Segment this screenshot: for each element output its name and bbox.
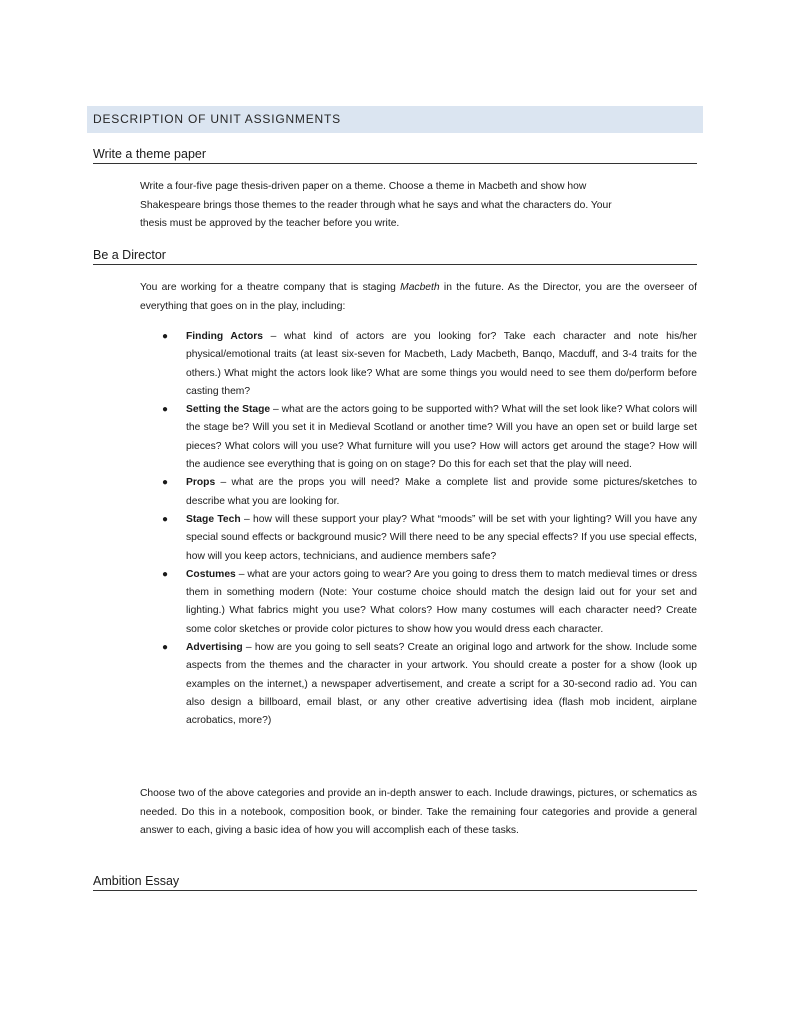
- heading-ambition-essay: Ambition Essay: [93, 874, 697, 891]
- director-closing-paragraph: Choose two of the above categories and provide an in-depth answer to each. Include drawings, pictures, or schematics as needed. Do this in a notebook, composition book, or binder. Take the remaining four categories and provide a general answer to each, giving a basic idea of how you will accomplish each of these tasks.: [140, 788, 697, 836]
- heading-be-a-director: Be a Director: [93, 248, 697, 265]
- intro-text-before: You are working for a theatre company that is staging: [140, 282, 401, 293]
- paragraph-line: thesis must be approved by the teacher before you write.: [140, 218, 400, 229]
- heading-theme-paper: Write a theme paper: [93, 147, 697, 164]
- category-term: Costumes: [186, 568, 236, 580]
- bullet-icon: ●: [162, 513, 169, 525]
- list-item: [140, 511, 697, 566]
- list-item: [140, 639, 697, 730]
- list-item: [140, 328, 697, 401]
- paragraph-line: Write a four-five page thesis-driven paper on a theme. Choose a theme in Macbeth and show how: [140, 181, 587, 192]
- category-term: Finding Actors: [186, 331, 264, 342]
- intro-play-title: Macbeth: [400, 282, 440, 293]
- category-text: – what are your actors going to wear? Are you going to dress them to match medieval times or dress them in something modern (Note: Your costume choice should match the design laid out for your set and lighting.) What fabrics might you use? What colors? How many costumes will each character need? Create some color sketches or provide color pictures to show how you would dress each character.: [186, 568, 697, 635]
- section-banner: [87, 106, 703, 133]
- bullet-icon: ●: [162, 568, 169, 580]
- bullet-icon: ●: [162, 642, 169, 654]
- theme-paper-paragraph: [140, 178, 697, 234]
- category-text: – how will these support your play? What “moods” will be set with your lighting? Will you have any special sound effects or background music? Will there need to be any special effects? If you use special effects, how will you keep actors, technicians, and audience members safe?: [186, 513, 697, 562]
- category-term: Props: [186, 477, 216, 489]
- category-term: Stage Tech: [186, 513, 241, 525]
- director-category-list: [140, 328, 697, 731]
- category-term: Advertising: [186, 642, 243, 654]
- category-text: – what are the props you will need? Make a complete list and provide some pictures/sketches to describe what you are looking for.: [186, 477, 697, 507]
- bullet-icon: ●: [162, 404, 169, 416]
- intro-text-after: in the future. As the Director, you are the overseer of everything that goes on in the play, including:: [140, 282, 697, 312]
- category-text: – how are you going to sell seats? Create an original logo and artwork for the show. Include some aspects from the themes and the character in your artwork. You should create a poster for a show (look up examples on the internet,) a newspaper advertisement, and create a script for a 30-second radio ad. You can also design a billboard, email blast, or any other creative advertising idea (flash mob incident, airplane acrobatics, more?): [186, 642, 697, 727]
- bullet-icon: ●: [162, 331, 169, 342]
- list-item: [140, 474, 697, 511]
- paragraph-line: Shakespeare brings those themes to the reader through what he says and what the characters do. Your: [140, 199, 612, 211]
- category-text: – what are the actors going to be supported with? What will the set look like? What colors will the stage be? Will you set it in Medieval Scotland or another time? Will you have an open set or build large set pieces? What colors will you use? What furniture will you use? How will actors get around the stage? How will the audience see everything that is going on on stage? Do this for each set that the play will need.: [186, 404, 697, 471]
- director-intro: [140, 279, 697, 316]
- category-text: – what kind of actors are you looking for? Take each character and note his/her physical/emotional traits (at least six-seven for Macbeth, Lady Macbeth, Banqo, Macduff, and 3-4 traits for the others.) What might the actors look like? What are some things you would need to see them do/perform before casting them?: [186, 331, 697, 397]
- section-title: DESCRIPTION OF UNIT ASSIGNMENTS: [93, 112, 341, 126]
- bullet-icon: ●: [162, 477, 169, 489]
- category-term: Setting the Stage: [186, 404, 271, 416]
- list-item: [140, 401, 697, 474]
- list-item: [140, 566, 697, 639]
